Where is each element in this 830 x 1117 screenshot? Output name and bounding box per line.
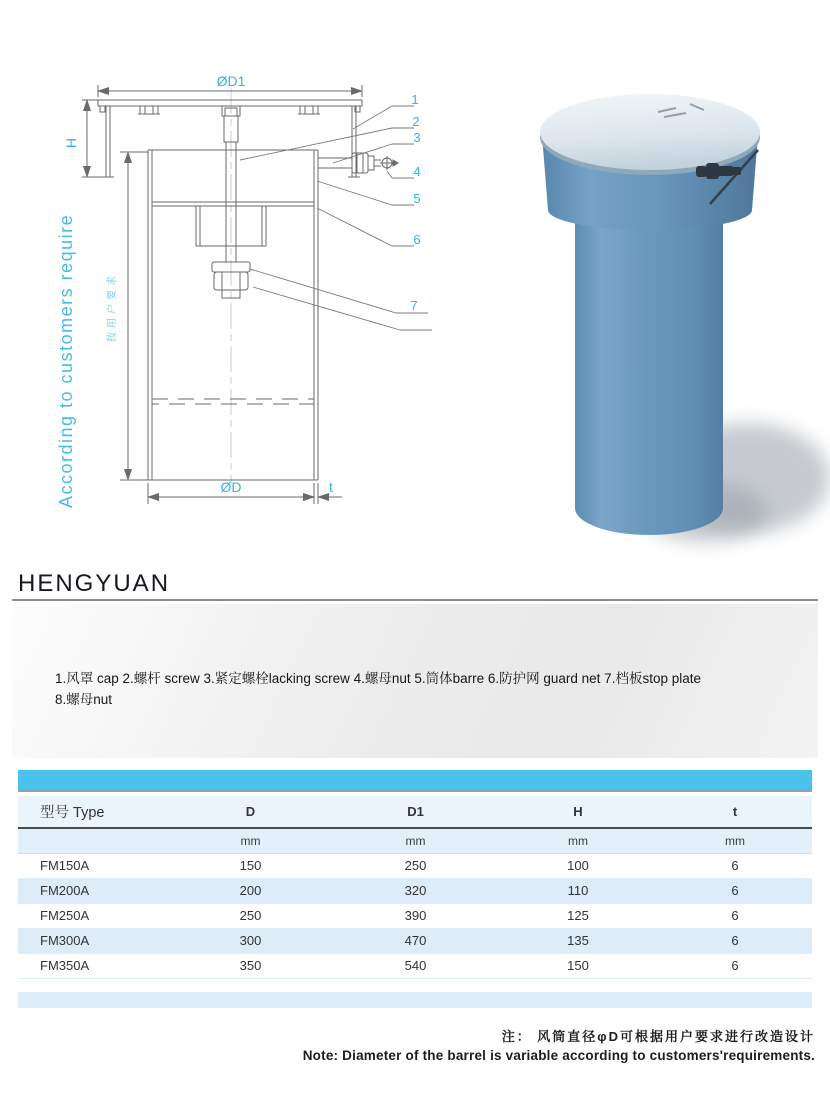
table-units-row [18, 828, 812, 853]
table-row: FM200A 200 320 110 6 [18, 878, 812, 903]
callout-leaders [240, 106, 432, 330]
brand-title: HENGYUAN [18, 570, 171, 597]
table-header-row [18, 796, 812, 828]
dim-label-d1: ØD1 [216, 73, 246, 89]
table-row: FM150A 150 250 100 6 [18, 853, 812, 878]
dim-label-h: H [63, 137, 79, 149]
callout-numbers [410, 92, 420, 313]
col-header-type: 型号 Type [40, 805, 105, 821]
col-header-d: D [245, 804, 256, 819]
footnote [300, 1027, 815, 1065]
callout-3: 3 [413, 130, 421, 145]
parts-list [55, 668, 755, 710]
callout-4: 4 [413, 164, 421, 179]
table-row: FM350A 350 540 150 6 [18, 953, 812, 978]
dim-label-t: t [329, 479, 333, 495]
barrel-body [575, 200, 723, 535]
callout-1: 1 [411, 92, 419, 107]
dim-label-d: ØD [220, 479, 242, 495]
table-footer-strip [18, 992, 812, 1008]
table-row: FM250A 250 390 125 6 [18, 903, 812, 928]
table-row: FM300A 300 470 135 6 [18, 928, 812, 953]
divider [12, 599, 818, 601]
vertical-note-chinese: 按用户要求 [107, 272, 118, 342]
col-header-h: H [573, 804, 583, 819]
callout-7: 7 [410, 298, 418, 313]
vertical-note-english: According to customers require [56, 213, 76, 508]
product-photo [500, 80, 830, 560]
callout-5: 5 [413, 191, 421, 206]
unit-cell: mm [240, 833, 261, 848]
spec-table [18, 796, 812, 979]
cap-top [540, 94, 760, 170]
table-accent-band [18, 770, 812, 792]
footnote-english: Note: Diameter of the barrel is variable according to customers'requirements. [302, 1048, 815, 1063]
technical-diagram [0, 0, 460, 560]
unit-cell: mm [568, 833, 588, 848]
unit-cell: mm [405, 833, 426, 848]
col-header-d1: D1 [407, 804, 424, 819]
footnote-chinese: 注： 风筒直径φD可根据用户要求进行改造设计 [501, 1029, 815, 1044]
parts-list-line1: 1.风罩 cap 2.螺杆 screw 3.紧定螺栓lacking screw 4.螺母nut 5.筒体barre 6.防护网 guard net 7.档板stop plate [55, 671, 701, 686]
callout-2: 2 [412, 114, 420, 129]
col-header-t: t [732, 804, 738, 819]
parts-list-line2: 8.螺母nut [55, 692, 113, 707]
callout-6: 6 [413, 232, 421, 247]
unit-cell: mm [725, 833, 745, 848]
